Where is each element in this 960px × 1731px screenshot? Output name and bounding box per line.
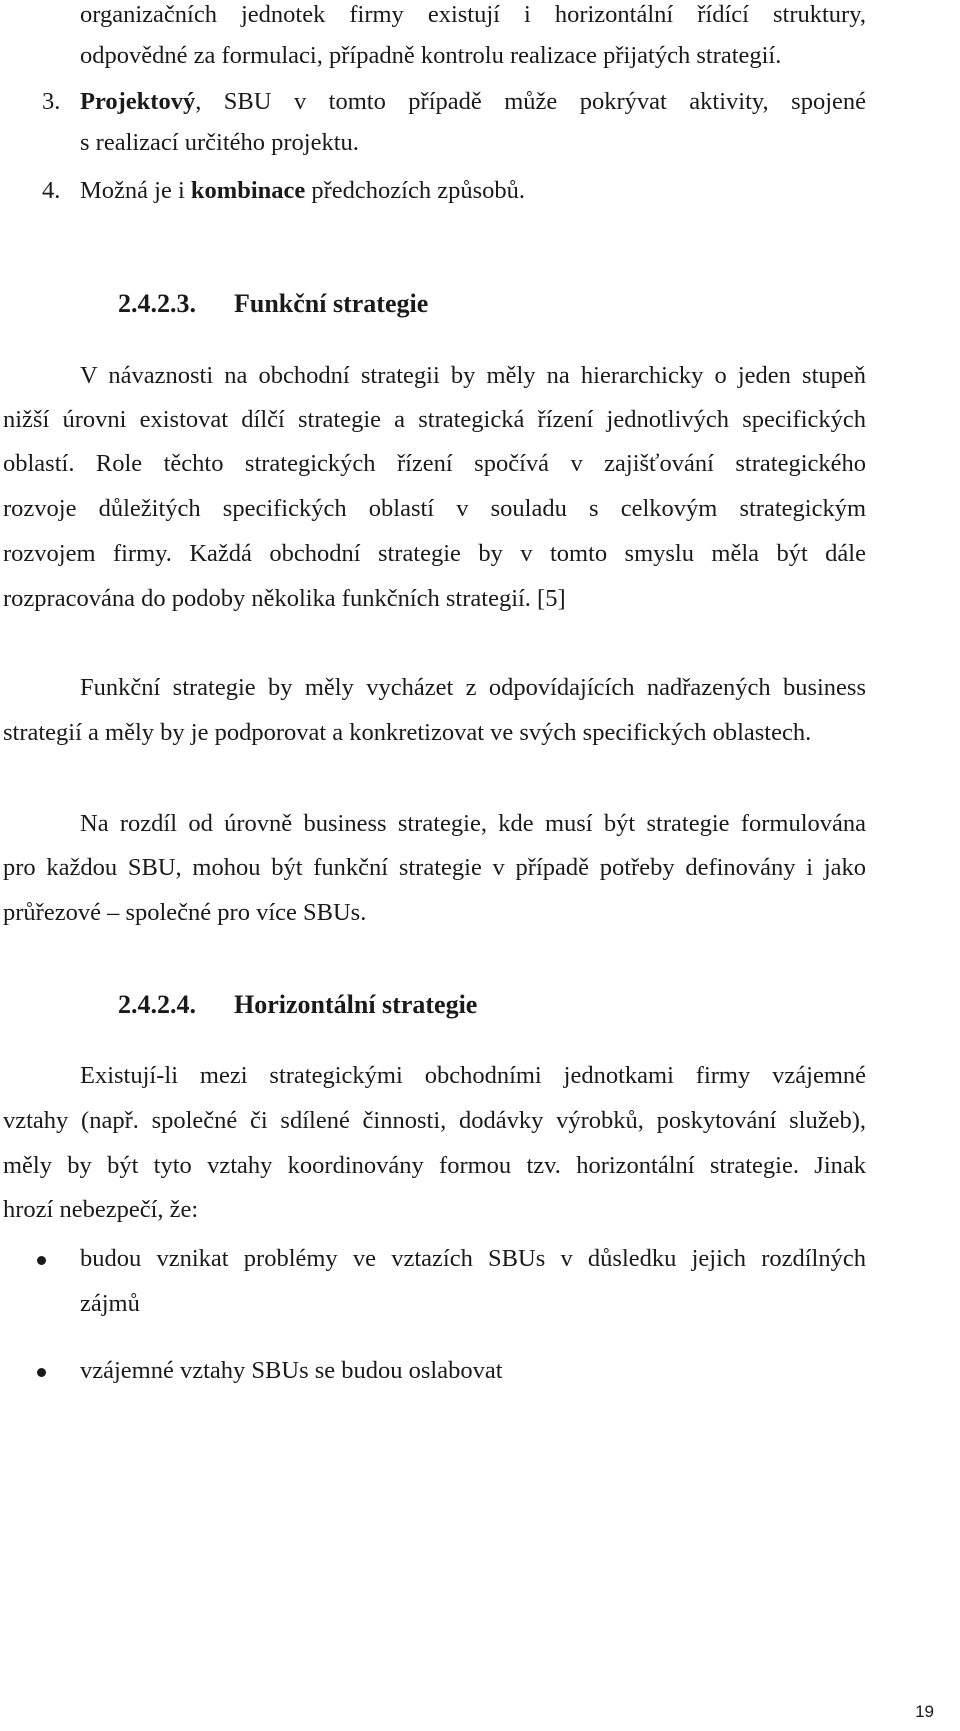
section-number: 2.4.2.4. [118,990,196,1019]
list-item-3-bold: Projektový [80,88,196,115]
paragraph-line: měly by být tyto vztahy koordinovány formou tzv. horizontální strategie. Jinak [3,1152,866,1179]
page-number: 19 [915,1702,934,1721]
section-title: Horizontální strategie [234,990,478,1019]
list-item-4-bold: kombinace [190,177,306,204]
list-item-4-post: předchozích způsobů. [305,177,525,204]
list-item-number: 3. [42,88,61,115]
paragraph-line: nižší úrovni existovat dílčí strategie a strategická řízení jednotlivých specifických [3,406,866,433]
paragraph-line: Funkční strategie by měly vycházet z odpovídajících nadřazených business [80,674,866,701]
bullet-icon [37,1256,46,1265]
list-item-3-line-1 [80,87,866,117]
paragraph-line: oblastí. Role těchto strategických řízení spočívá v zajišťování strategického [3,450,866,477]
bullet-item-line: vzájemné vztahy SBUs se budou oslabovat [80,1357,503,1384]
paragraph-line: průřezové – společné pro více SBUs. [3,899,367,926]
paragraph-line: pro každou SBU, mohou být funkční strategie v případě potřeby definovány i jako [3,854,866,881]
paragraph-line: hrozí nebezpečí, že: [3,1196,199,1223]
list-item-number: 4. [42,177,61,204]
list-item-4-pre: Možná je i [80,177,191,204]
bullet-icon [37,1368,46,1377]
bullet-item-line: budou vznikat problémy ve vztazích SBUs v důsledku jejich rozdílných [80,1245,866,1272]
paragraph-line: Na rozdíl od úrovně business strategie, kde musí být strategie formulována [80,810,866,837]
intro-line-2: odpovědné za formulaci, případně kontrolu realizace přijatých strategií. [80,42,782,69]
paragraph-line: Existují-li mezi strategickými obchodními jednotkami firmy vzájemné [80,1062,866,1089]
list-item-3-text: , SBU v tomto případě může pokrývat aktivity, spojené [195,88,866,115]
paragraph-line: rozvoje důležitých specifických oblastí v souladu s celkovým strategickým [3,495,866,522]
section-number: 2.4.2.3. [118,289,196,318]
list-item-4-line [80,176,866,206]
list-item-3-line-2: s realizací určitého projektu. [80,129,359,156]
section-title: Funkční strategie [234,289,429,318]
paragraph-line: strategií a měly by je podporovat a konkretizovat ve svých specifických oblastech. [3,719,812,746]
paragraph-line: rozvojem firmy. Každá obchodní strategie by v tomto smyslu měla být dále [3,540,866,567]
bullet-item-line: zájmů [80,1290,140,1317]
paragraph-line: vztahy (např. společné či sdílené činnosti, dodávky výrobků, poskytování služeb), [3,1107,866,1134]
paragraph-line: V návaznosti na obchodní strategii by měly na hierarchicky o jeden stupeň [80,362,866,389]
paragraph-line: rozpracována do podoby několika funkčních strategií. [5] [3,585,566,612]
intro-line-1: organizačních jednotek firmy existují i horizontální řídící struktury, [80,1,866,28]
